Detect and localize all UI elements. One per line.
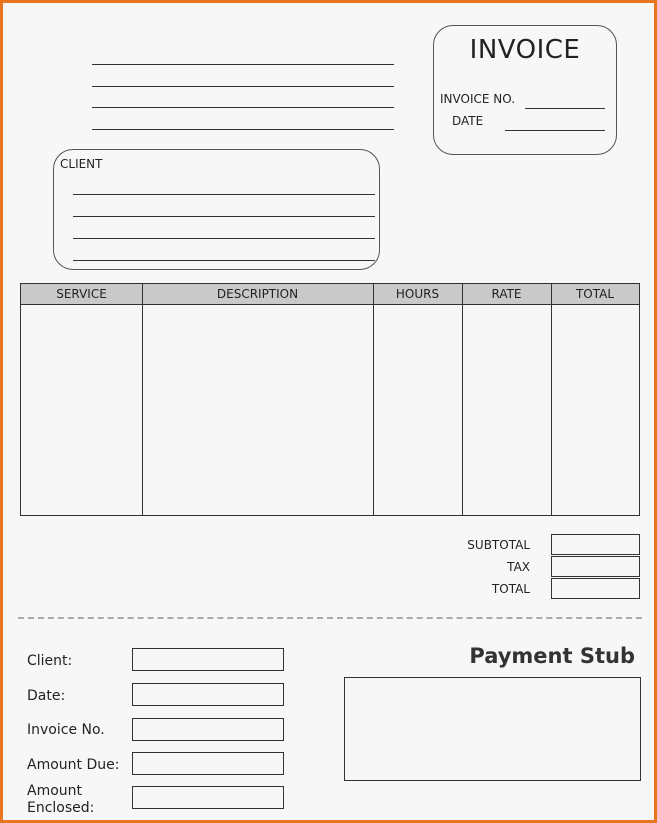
- column-header-service: SERVICE: [56, 287, 107, 301]
- stub-amount-due-label: Amount Due:: [27, 757, 120, 773]
- stub-amount-enclosed-field[interactable]: [132, 786, 284, 809]
- invoice-title: INVOICE: [469, 35, 581, 65]
- column-header-hours: HOURS: [395, 287, 440, 301]
- stub-amount-enclosed-label-line2: Enclosed:: [27, 800, 95, 816]
- tax-field[interactable]: [551, 556, 640, 577]
- services-table: [20, 283, 640, 516]
- client-box: [53, 149, 380, 270]
- sender-line-3[interactable]: [92, 107, 394, 108]
- stub-invoice-no-field[interactable]: [132, 718, 284, 741]
- client-line-3[interactable]: [73, 238, 375, 239]
- column-divider: [373, 284, 374, 515]
- invoice-no-label: INVOICE NO.: [440, 92, 516, 106]
- subtotal-field[interactable]: [551, 534, 640, 555]
- subtotal-label: SUBTOTAL: [467, 538, 530, 552]
- payment-stub-title: Payment Stub: [469, 644, 635, 668]
- column-header-description: DESCRIPTION: [216, 287, 299, 301]
- tax-label: TAX: [507, 560, 530, 574]
- client-label: CLIENT: [60, 157, 103, 171]
- tear-off-divider: [18, 617, 642, 619]
- invoice-date-field[interactable]: [505, 130, 605, 131]
- date-label: DATE: [452, 114, 484, 128]
- table-header: [21, 284, 639, 305]
- column-header-total: TOTAL: [575, 287, 615, 301]
- total-field[interactable]: [551, 578, 640, 599]
- client-line-4[interactable]: [73, 260, 375, 261]
- column-divider: [142, 284, 143, 515]
- invoice-info-box: [433, 25, 617, 155]
- stub-client-field[interactable]: [132, 648, 284, 671]
- stub-amount-due-field[interactable]: [132, 752, 284, 775]
- client-line-2[interactable]: [73, 216, 375, 217]
- total-label: TOTAL: [491, 582, 530, 596]
- column-divider: [462, 284, 463, 515]
- sender-line-2[interactable]: [92, 86, 394, 87]
- sender-line-1[interactable]: [92, 64, 394, 65]
- stub-amount-enclosed-label-line1: Amount: [27, 783, 83, 799]
- stub-date-field[interactable]: [132, 683, 284, 706]
- column-header-rate: RATE: [491, 287, 522, 301]
- payment-stub-notes-area[interactable]: [344, 677, 641, 781]
- stub-client-label: Client:: [27, 653, 73, 669]
- stub-date-label: Date:: [27, 688, 66, 704]
- client-line-1[interactable]: [73, 194, 375, 195]
- stub-invoice-no-label: Invoice No.: [27, 722, 105, 738]
- invoice-no-field[interactable]: [525, 108, 605, 109]
- column-divider: [551, 284, 552, 515]
- sender-line-4[interactable]: [92, 129, 394, 130]
